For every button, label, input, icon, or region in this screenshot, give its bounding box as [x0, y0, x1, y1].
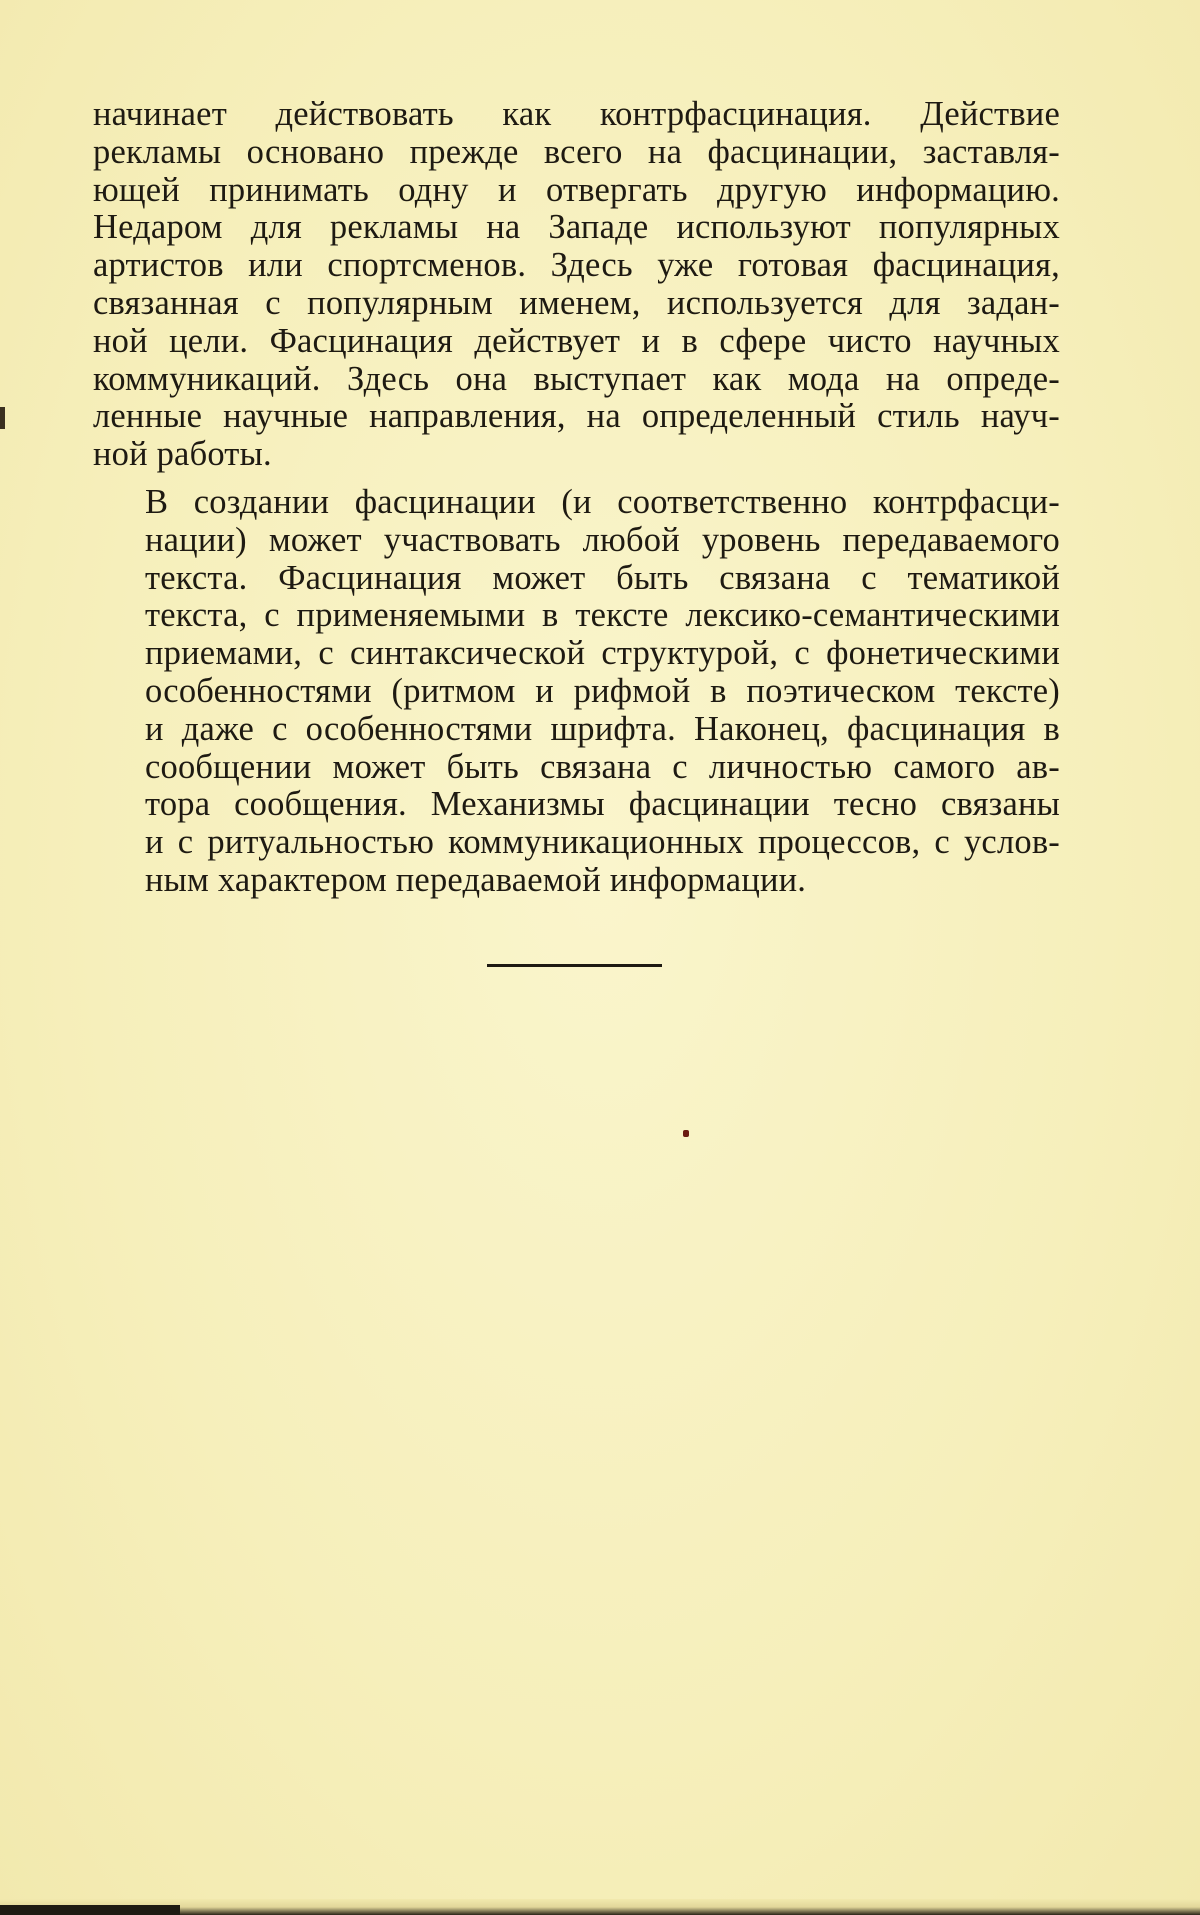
text-line: ной работы.: [93, 435, 272, 474]
text-line: текста. Фасцинация может быть связана с тематикой: [145, 558, 1060, 597]
text-line: и с ритуальностью коммуникационных процессов, с услов-: [145, 823, 1060, 862]
text-line: рекламы основано прежде всего на фасцинации, заставля-: [93, 132, 1060, 171]
text-line: ной цели. Фасцинация действует и в сфере чисто научных: [93, 321, 1060, 360]
text-line: ющей принимать одну и отвергать другую информацию.: [93, 170, 1060, 209]
text-line: артистов или спортсменов. Здесь уже готовая фасцинация,: [93, 246, 1060, 285]
text-line: коммуникаций. Здесь она выступает как мода на опреде-: [93, 359, 1060, 398]
text-line: приемами, с синтаксической структурой, с фонетическими: [145, 634, 1060, 673]
ink-speck: [683, 1130, 689, 1137]
text-line: ным характером передаваемой информации.: [145, 860, 807, 899]
text-line: связанная с популярным именем, используется для задан-: [93, 283, 1060, 322]
text-line: Недаром для рекламы на Западе используют популярных: [93, 208, 1060, 247]
margin-mark: [0, 407, 5, 429]
page-bottom-shadow: [0, 1905, 180, 1915]
text-line: начинает действовать как контрфасцинация. Действие: [93, 95, 1060, 133]
paragraph-1: [93, 96, 1060, 474]
page-bottom-edge: [0, 1899, 1200, 1915]
text-line: сообщении может быть связана с личностью самого ав-: [145, 747, 1060, 786]
text-line: особенностями (ритмом и рифмой в поэтическом тексте): [145, 671, 1060, 710]
text-line: тора сообщения. Механизмы фасцинации тесно связаны: [145, 785, 1060, 824]
paragraph-2: [93, 484, 1060, 900]
text-line: и даже с особенностями шрифта. Наконец, фасцинация в: [145, 709, 1060, 748]
text-line: ленные научные направления, на определенный стиль науч-: [93, 397, 1060, 436]
text-line: текста, с применяемыми в тексте лексико-семантическими: [145, 596, 1060, 635]
body-text: [93, 96, 1060, 900]
text-line: В создании фасцинации (и соответственно контрфасци-: [145, 482, 1060, 521]
text-line: нации) может участвовать любой уровень передаваемого: [145, 520, 1060, 559]
section-end-rule: [487, 964, 662, 967]
